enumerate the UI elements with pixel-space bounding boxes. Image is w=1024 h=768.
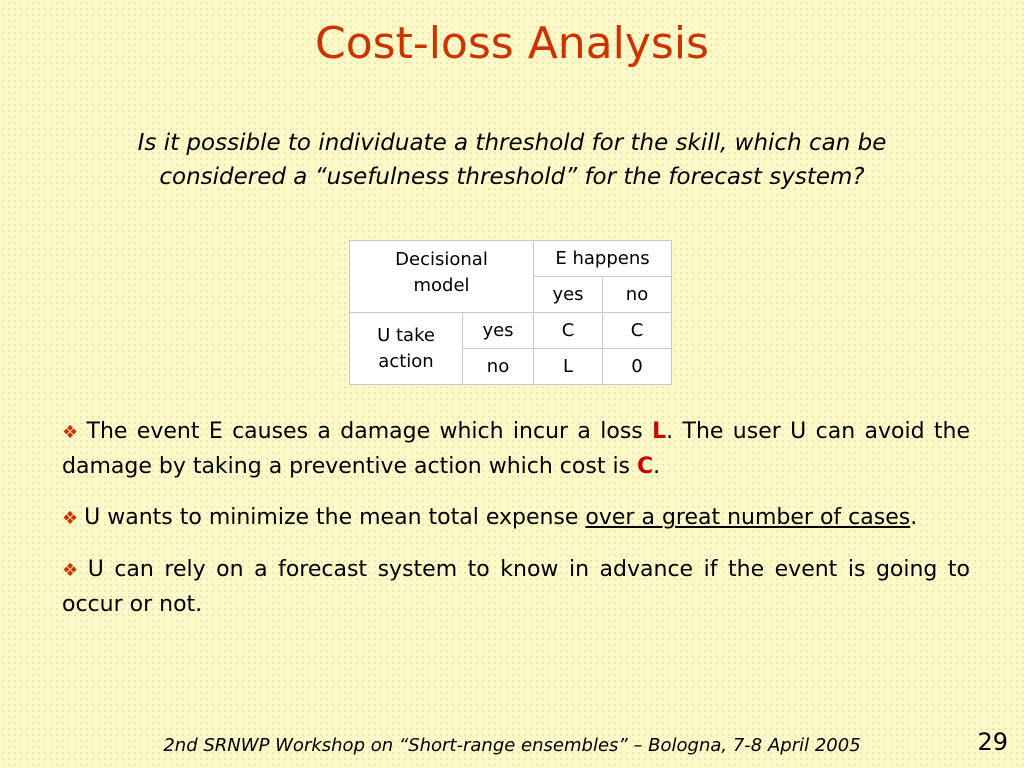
- question-text: [70, 126, 954, 194]
- bullet-text: U can rely on a forecast system to know in advance if the event is going to occur or not.: [62, 557, 971, 617]
- slide-title: Cost-loss Analysis: [315, 18, 709, 69]
- page-number: 29: [977, 728, 1008, 756]
- col-header-no: no: [603, 277, 672, 313]
- bullet-text: .: [910, 505, 918, 530]
- row-header-yes: yes: [463, 313, 534, 349]
- underlined-text: over a great number of cases: [585, 505, 911, 530]
- bullet-item-forecast: [62, 553, 970, 622]
- corner-line-2: model: [413, 275, 470, 296]
- bullet-list: [62, 415, 970, 639]
- cell-yes-no: C: [603, 313, 672, 349]
- footer-text: 2nd SRNWP Workshop on “Short-range ensembles” – Bologna, 7-8 April 2005: [163, 735, 861, 756]
- loss-symbol: L: [652, 419, 667, 444]
- cell-no-no: 0: [603, 349, 672, 385]
- decision-table: [349, 240, 672, 385]
- diamond-bullet-icon: ❖: [62, 422, 81, 443]
- row-group-line-1: U take: [377, 324, 435, 346]
- row-group-header: [350, 313, 463, 385]
- question-line-2: considered a “usefulness threshold” for the forecast system?: [159, 164, 865, 190]
- corner-line-1: Decisional: [395, 249, 488, 270]
- cell-no-yes: L: [534, 349, 603, 385]
- bullet-text: The event E causes a damage which incur a loss: [86, 419, 653, 444]
- bullet-text: . The user U can avoid the damage by taking a preventive action which cost is: [62, 419, 971, 479]
- cell-yes-yes: C: [534, 313, 603, 349]
- col-header-yes: yes: [534, 277, 603, 313]
- bullet-item-expense: [62, 501, 970, 536]
- diamond-bullet-icon: ❖: [62, 508, 79, 529]
- row-header-no: no: [463, 349, 534, 385]
- bullet-item-loss: [62, 415, 970, 484]
- bullet-text: .: [653, 454, 661, 479]
- row-group-line-2: action: [378, 350, 434, 372]
- bullet-text: U wants to minimize the mean total expense: [84, 505, 586, 530]
- diamond-bullet-icon: ❖: [62, 560, 82, 581]
- col-group-header: E happens: [534, 241, 672, 277]
- table-corner-cell: [350, 241, 534, 313]
- cost-symbol: C: [637, 454, 654, 479]
- question-line-1: Is it possible to individuate a threshold for the skill, which can be: [137, 130, 887, 156]
